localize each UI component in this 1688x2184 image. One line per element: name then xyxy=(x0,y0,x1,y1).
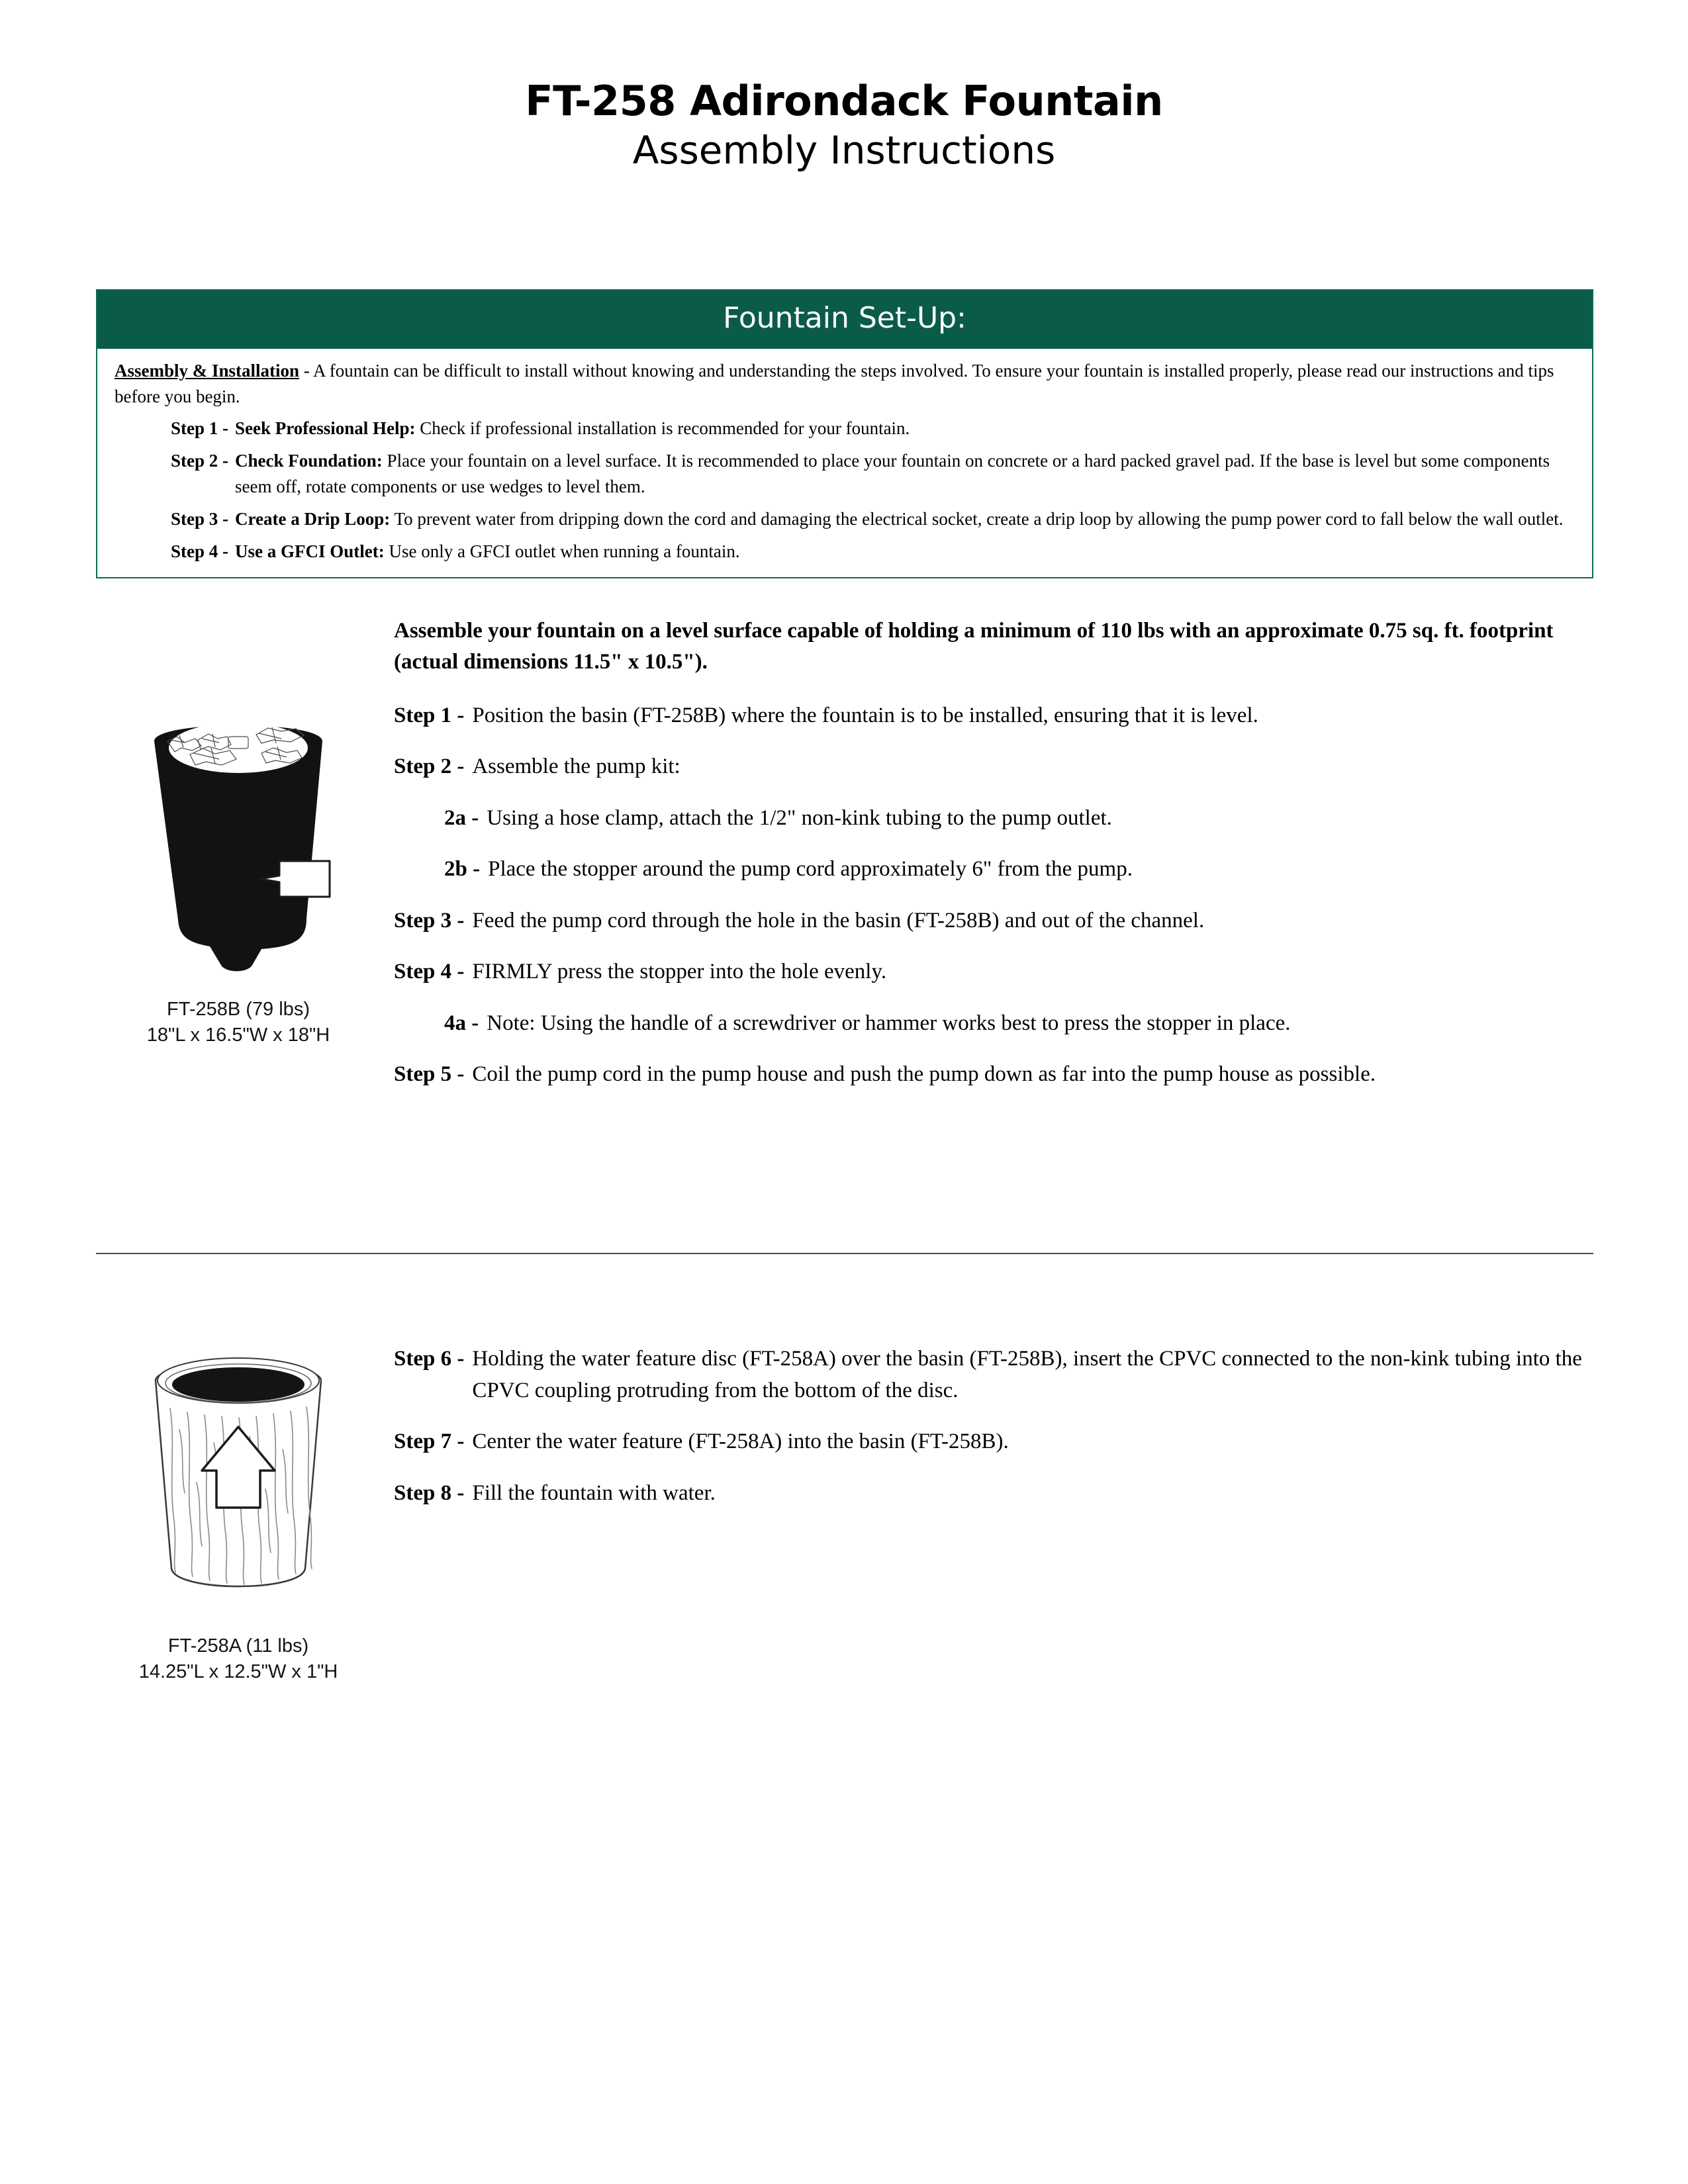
basin-illustration xyxy=(129,700,348,985)
step-text: Coil the pump cord in the pump house and push the pump down as far into the pump house as possible. xyxy=(472,1062,1376,1087)
disc-figure xyxy=(96,1343,381,1686)
title-block xyxy=(0,0,1688,174)
step-row xyxy=(394,905,1587,937)
step-text: Feed the pump cord through the hole in the basin (FT-258B) and out of the channel. xyxy=(472,908,1205,933)
disc-caption-line-1: FT-258A (11 lbs) xyxy=(167,1635,309,1657)
step-text: FIRMLY press the stopper into the hole evenly. xyxy=(472,960,887,984)
step-label: Step 1 - xyxy=(394,703,465,727)
callout-intro-lead: Assembly & Installation xyxy=(115,361,300,381)
step-text: Using a hose clamp, attach the 1/2" non-kink tubing to the pump outlet. xyxy=(487,805,1112,830)
section-two-step-list xyxy=(394,1343,1587,1509)
step-label: Step 7 - xyxy=(394,1430,465,1454)
callout-body xyxy=(97,349,1592,577)
sub-step-row xyxy=(394,803,1587,835)
step-row xyxy=(394,1478,1587,1510)
callout-step-text xyxy=(235,506,1575,532)
callout-step-body: Place your fountain on a level surface. It is recommended to place your fountain on concrete or a hard packed gravel pad. If the base is level but some components seem off, rotate components or use wedges to level them. xyxy=(235,450,1550,496)
basin-figure xyxy=(96,615,381,1049)
step-label: 4a - xyxy=(444,1011,479,1035)
step-row xyxy=(394,700,1587,732)
disc-figure-caption xyxy=(96,1633,381,1686)
step-label: 2b - xyxy=(444,857,481,882)
callout-intro-text: - A fountain can be difficult to install without knowing and understanding the steps involved. To ensure your fountain is installed properly, please read our instructions and tips before you begin. xyxy=(115,361,1554,406)
step-text: Note: Using the handle of a screwdriver or hammer works best to press the stopper in place. xyxy=(487,1011,1291,1035)
assembly-section-two xyxy=(96,1343,1593,1686)
callout-step-heading: Create a Drip Loop: xyxy=(235,508,391,529)
callout-step-list xyxy=(115,416,1575,564)
step-text: Assemble the pump kit: xyxy=(472,754,680,779)
sub-step-row xyxy=(394,854,1587,886)
section-one-steps xyxy=(381,615,1593,1111)
callout-step-label: Step 4 - xyxy=(171,541,228,561)
callout-step-text xyxy=(235,448,1575,500)
basin-caption-line-2: 18"L x 16.5"W x 18"H xyxy=(146,1024,330,1046)
water-feature-disc-illustration xyxy=(129,1343,348,1621)
callout-step-text xyxy=(235,416,1575,441)
step-label: Step 6 - xyxy=(394,1347,465,1371)
disc-caption-line-2: 14.25"L x 12.5"W x 1"H xyxy=(138,1661,338,1683)
callout-step-item xyxy=(115,539,1575,565)
callout-header: Fountain Set-Up: xyxy=(97,291,1592,349)
step-row xyxy=(394,1426,1587,1458)
step-label: 2a - xyxy=(444,805,479,830)
step-label: Step 8 - xyxy=(394,1480,465,1505)
callout-step-body: Check if professional installation is recommended for your fountain. xyxy=(415,418,910,439)
callout-step-label: Step 3 - xyxy=(171,508,228,529)
callout-step-item xyxy=(115,448,1575,500)
section-divider xyxy=(96,1253,1593,1254)
step-label: Step 4 - xyxy=(394,960,465,984)
basin-caption-line-1: FT-258B (79 lbs) xyxy=(167,999,310,1020)
section-two-steps xyxy=(381,1343,1593,1529)
assembly-intro-text: Assemble your fountain on a level surface capable of holding a minimum of 110 lbs with an approximate 0.75 sq. ft. footprint (actual dimensions 11.5" x 10.5"). xyxy=(394,619,1554,674)
callout-step-label: Step 2 - xyxy=(171,450,228,471)
step-text: Position the basin (FT-258B) where the fountain is to be installed, ensuring that it is level. xyxy=(472,703,1258,727)
fountain-setup-callout xyxy=(96,289,1593,578)
step-text: Fill the fountain with water. xyxy=(472,1480,716,1505)
callout-step-item xyxy=(115,416,1575,441)
step-row xyxy=(394,956,1587,988)
step-text: Place the stopper around the pump cord approximately 6" from the pump. xyxy=(488,857,1133,882)
step-label: Step 3 - xyxy=(394,908,465,933)
callout-step-body: Use only a GFCI outlet when running a fountain. xyxy=(384,541,740,561)
step-row xyxy=(394,751,1587,783)
basin-figure-caption xyxy=(96,997,381,1049)
step-text: Holding the water feature disc (FT-258A) over the basin (FT-258B), insert the CPVC connected to the non-kink tubing into the CPVC coupling protruding from the bottom of the disc. xyxy=(472,1347,1582,1402)
callout-step-label: Step 1 - xyxy=(171,418,228,439)
step-row xyxy=(394,1343,1587,1406)
callout-step-body: To prevent water from dripping down the cord and damaging the electrical socket, create a drip loop by allowing the pump power cord to fall below the wall outlet. xyxy=(390,508,1564,529)
callout-step-heading: Use a GFCI Outlet: xyxy=(235,541,385,561)
page-subtitle: Assembly Instructions xyxy=(632,128,1056,173)
step-row xyxy=(394,1059,1587,1091)
assembly-section-one xyxy=(96,615,1593,1111)
callout-step-item xyxy=(115,506,1575,532)
step-text: Center the water feature (FT-258A) into the basin (FT-258B). xyxy=(472,1430,1009,1454)
callout-step-heading: Check Foundation: xyxy=(235,450,383,471)
callout-step-heading: Seek Professional Help: xyxy=(235,418,416,439)
step-label: Step 2 - xyxy=(394,754,465,779)
callout-step-text xyxy=(235,539,1575,565)
sub-step-row xyxy=(394,1008,1587,1040)
step-label: Step 5 - xyxy=(394,1062,465,1087)
callout-intro xyxy=(115,358,1575,409)
section-one-step-list xyxy=(394,700,1587,1091)
page-title: FT-258 Adirondack Fountain xyxy=(525,77,1163,125)
